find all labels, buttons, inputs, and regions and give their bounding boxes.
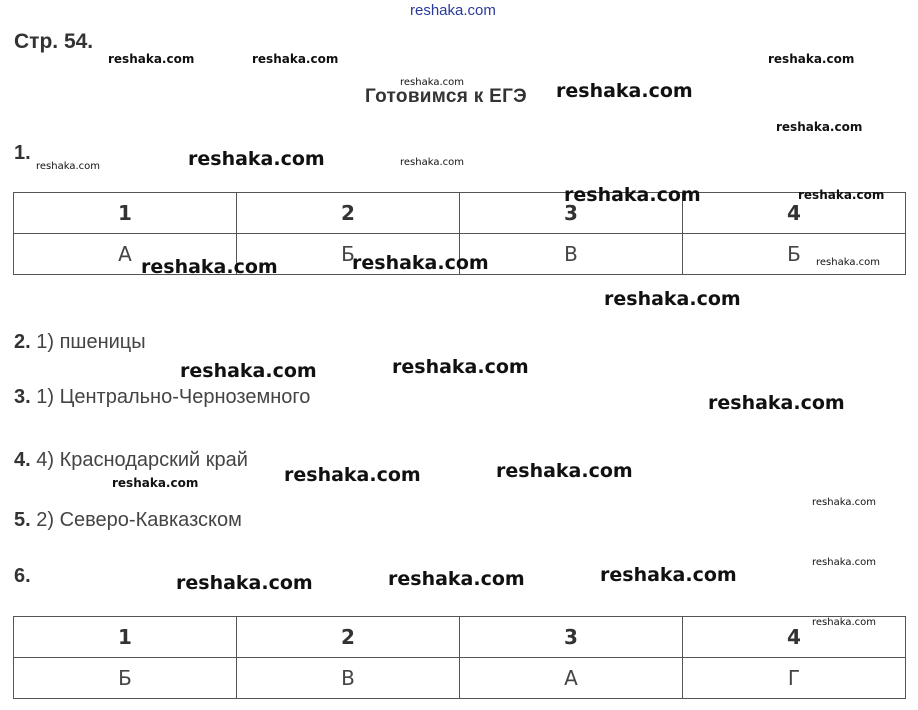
- question-5-answer: 2) Северо-Кавказском: [30, 509, 242, 531]
- table-header-cell: 2: [237, 617, 460, 658]
- watermark: reshaka.com: [400, 157, 464, 168]
- watermark: reshaka.com: [798, 188, 885, 202]
- answer-cell: Б: [683, 234, 906, 275]
- question-3-number: 3.: [14, 386, 31, 408]
- watermark: reshaka.com: [388, 568, 525, 590]
- table-header-cell: 2: [237, 193, 460, 234]
- watermark: reshaka.com: [352, 252, 489, 274]
- page-label: Стр. 54.: [14, 30, 94, 53]
- question-5: [14, 509, 242, 532]
- answer-cell: А: [460, 658, 683, 699]
- watermark: reshaka.com: [252, 52, 339, 66]
- answer-cell: В: [237, 658, 460, 699]
- answer-cell: Б: [14, 658, 237, 699]
- table-header-cell: 4: [683, 193, 906, 234]
- watermark: reshaka.com: [392, 356, 529, 378]
- watermark: reshaka.com: [176, 572, 313, 594]
- table-header-cell: 1: [14, 617, 237, 658]
- watermark: reshaka.com: [564, 184, 701, 206]
- watermark: reshaka.com: [188, 148, 325, 170]
- watermark: reshaka.com: [776, 120, 863, 134]
- table-header-cell: 3: [460, 617, 683, 658]
- watermark: reshaka.com: [400, 77, 464, 88]
- header-site-link[interactable]: reshaka.com: [410, 2, 496, 19]
- table-row: [14, 658, 906, 699]
- watermark: reshaka.com: [496, 460, 633, 482]
- answer-cell: Б: [237, 234, 460, 275]
- watermark: reshaka.com: [112, 476, 199, 490]
- question-3-answer: 1) Центрально-Черноземного: [30, 386, 311, 408]
- watermark: reshaka.com: [36, 161, 100, 172]
- table-row: [14, 193, 906, 234]
- question-1-number: 1.: [14, 142, 31, 164]
- watermark: reshaka.com: [108, 52, 195, 66]
- watermark: reshaka.com: [812, 617, 876, 628]
- answer-cell: Г: [683, 658, 906, 699]
- table-header-cell: 3: [460, 193, 683, 234]
- watermark: reshaka.com: [812, 497, 876, 508]
- watermark: reshaka.com: [600, 564, 737, 586]
- question-2-number: 2.: [14, 331, 31, 353]
- watermark: reshaka.com: [141, 256, 278, 278]
- table-header-cell: 4: [683, 617, 906, 658]
- table-header-cell: 1: [14, 193, 237, 234]
- question-3: [14, 386, 310, 409]
- question-4-answer: 4) Краснодарский край: [30, 449, 248, 471]
- watermark: reshaka.com: [812, 557, 876, 568]
- answer-cell: В: [460, 234, 683, 275]
- question-4-number: 4.: [14, 449, 31, 471]
- question-5-number: 5.: [14, 509, 31, 531]
- watermark: reshaka.com: [284, 464, 421, 486]
- section-title: Готовимся к ЕГЭ: [365, 86, 527, 107]
- question-4: [14, 449, 248, 472]
- question-2: [14, 331, 146, 354]
- question-2-answer: 1) пшеницы: [30, 331, 146, 353]
- table-row: [14, 617, 906, 658]
- answer-table-6: [13, 616, 906, 699]
- watermark: reshaka.com: [556, 80, 693, 102]
- question-6-number: 6.: [14, 565, 31, 587]
- watermark: reshaka.com: [708, 392, 845, 414]
- watermark: reshaka.com: [604, 288, 741, 310]
- watermark: reshaka.com: [816, 257, 880, 268]
- answer-cell: А: [14, 234, 237, 275]
- watermark: reshaka.com: [180, 360, 317, 382]
- watermark: reshaka.com: [768, 52, 855, 66]
